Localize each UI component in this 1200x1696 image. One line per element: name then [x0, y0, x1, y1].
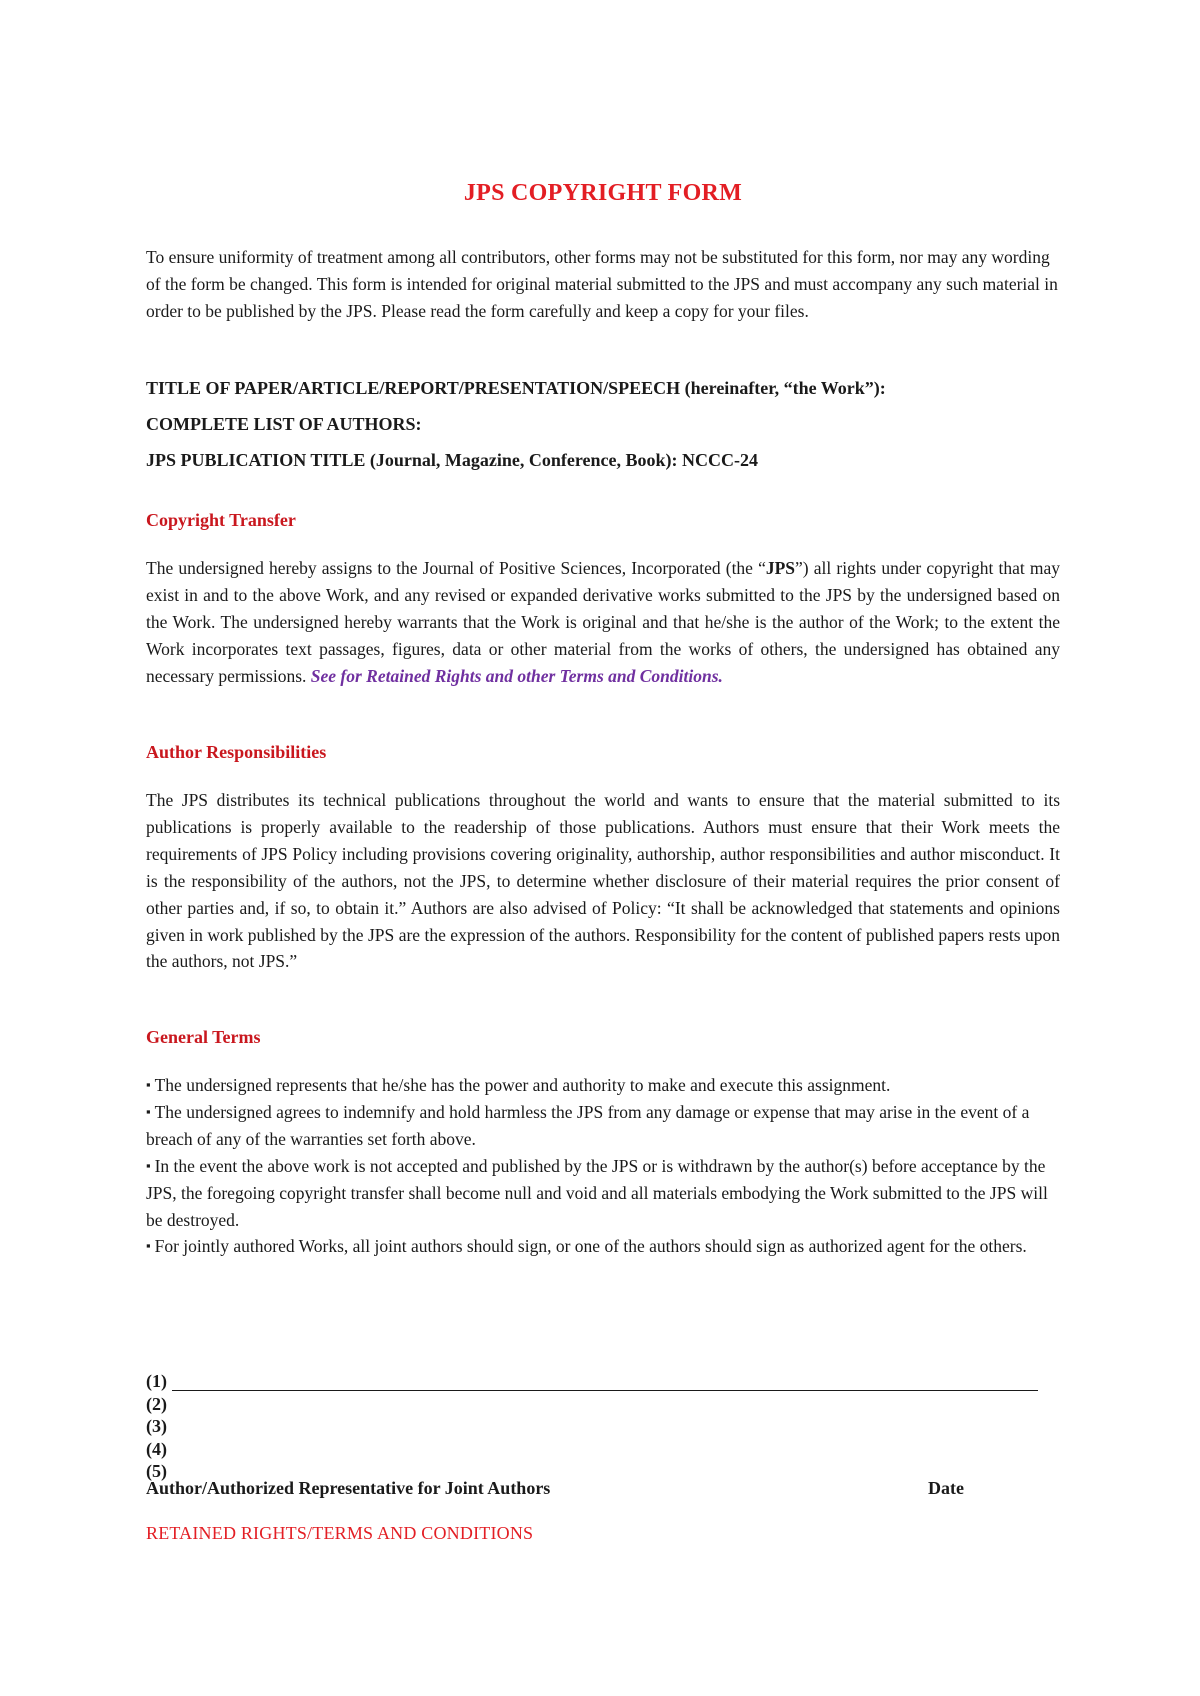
authors-label: COMPLETE LIST OF AUTHORS:	[146, 414, 422, 434]
list-item	[146, 1072, 1060, 1099]
intro-paragraph: To ensure uniformity of treatment among all contributors, other forms may not be substituted for this form, nor may any wording of the form be changed. This form is intended for original material submitted to the JPS and must accompany any such material in order to be published by the JPS. Please read the form carefully and keep a copy for your files.	[146, 247, 1058, 321]
list-item	[146, 1099, 1060, 1153]
date-label: Date	[928, 1478, 964, 1498]
list-item-text: In the event the above work is not accepted and published by the JPS or is withdrawn by the author(s) before acceptance by the JPS, the foregoing copyright transfer shall become null and void and all materials embodying the Work submitted to the JPS will be destroyed.	[146, 1155, 1048, 1230]
bullet-icon: ▪	[146, 1157, 151, 1173]
signature-row	[146, 1438, 1060, 1461]
list-item-text: The undersigned agrees to indemnify and hold harmless the JPS from any damage or expense that may arise in the event of a breach of any of the warranties set forth above.	[146, 1101, 1030, 1149]
retained-rights-heading: RETAINED RIGHTS/TERMS AND CONDITIONS	[146, 1523, 534, 1543]
signature-number: (2)	[146, 1393, 167, 1414]
signature-number: (5)	[146, 1461, 167, 1481]
retained-rights-link[interactable]: See for Retained Rights and other Terms and Conditions.	[310, 665, 723, 686]
bullet-icon: ▪	[146, 1103, 151, 1119]
signature-caption-row	[146, 1478, 1060, 1499]
list-item	[146, 1233, 1060, 1260]
document-page	[146, 0, 1060, 1696]
signature-number: (1)	[146, 1371, 167, 1391]
work-title-label: TITLE OF PAPER/ARTICLE/REPORT/PRESENTATION/SPEECH (hereinafter, “the Work”):	[146, 378, 886, 398]
copyright-text-part2: ”) all rights under copyright that may exist in and to the above Work, and any revised or expanded derivative works submitted to the JPS by the undersigned based on the Work. The undersigned hereby warrants that the Work is original and that he/she is the author of the Work; to the extent the Work incorporates text passages, figures, data or other material from the works of others, the undersigned has obtained any necessary permissions.	[146, 558, 1060, 686]
general-terms-heading: General Terms	[146, 1027, 261, 1047]
bullet-icon: ▪	[146, 1238, 151, 1254]
general-terms-list	[146, 1072, 1060, 1260]
signature-block	[146, 1370, 1060, 1483]
list-item	[146, 1153, 1060, 1234]
copyright-text-bold: JPS	[765, 558, 796, 578]
publication-title-label: JPS PUBLICATION TITLE (Journal, Magazine, Conference, Book): NCCC-24	[146, 450, 759, 470]
author-responsibilities-paragraph: The JPS distributes its technical publications throughout the world and wants to ensure that the material submitted to its publications is properly available to the readership of those publications. Authors must ensure that their Work meets the requirements of JPS Policy including provisions covering originality, authorship, author responsibilities and author misconduct. It is the responsibility of the authors, not the JPS, to determine whether disclosure of their material requires the prior consent of other parties and, if so, to obtain it.” Authors are also advised of Policy: “It shall be acknowledged that statements and opinions given in work published by the JPS are the expression of the authors. Responsibility for the content of published papers rests upon the authors, not JPS.”	[146, 790, 1060, 972]
signature-row	[146, 1393, 1060, 1416]
signature-number: (3)	[146, 1416, 167, 1436]
copyright-text-part1: The undersigned hereby assigns to the Journal of Positive Sciences, Incorporated (the “	[146, 558, 766, 578]
bullet-icon: ▪	[146, 1077, 151, 1092]
copyright-transfer-heading: Copyright Transfer	[146, 510, 296, 530]
signature-row	[146, 1415, 1060, 1438]
signature-row	[146, 1370, 1060, 1393]
list-item-text: For jointly authored Works, all joint authors should sign, or one of the authors should sign as authorized agent for the others.	[154, 1236, 1027, 1257]
author-responsibilities-heading: Author Responsibilities	[146, 742, 327, 762]
signature-line[interactable]	[172, 1390, 1038, 1391]
signature-caption: Author/Authorized Representative for Joint Authors	[146, 1478, 551, 1498]
document-title: JPS COPYRIGHT FORM	[463, 180, 743, 206]
signature-number: (4)	[146, 1438, 167, 1459]
list-item-text: The undersigned represents that he/she has the power and authority to make and execute this assignment.	[154, 1075, 891, 1095]
copyright-transfer-paragraph	[146, 555, 1060, 690]
